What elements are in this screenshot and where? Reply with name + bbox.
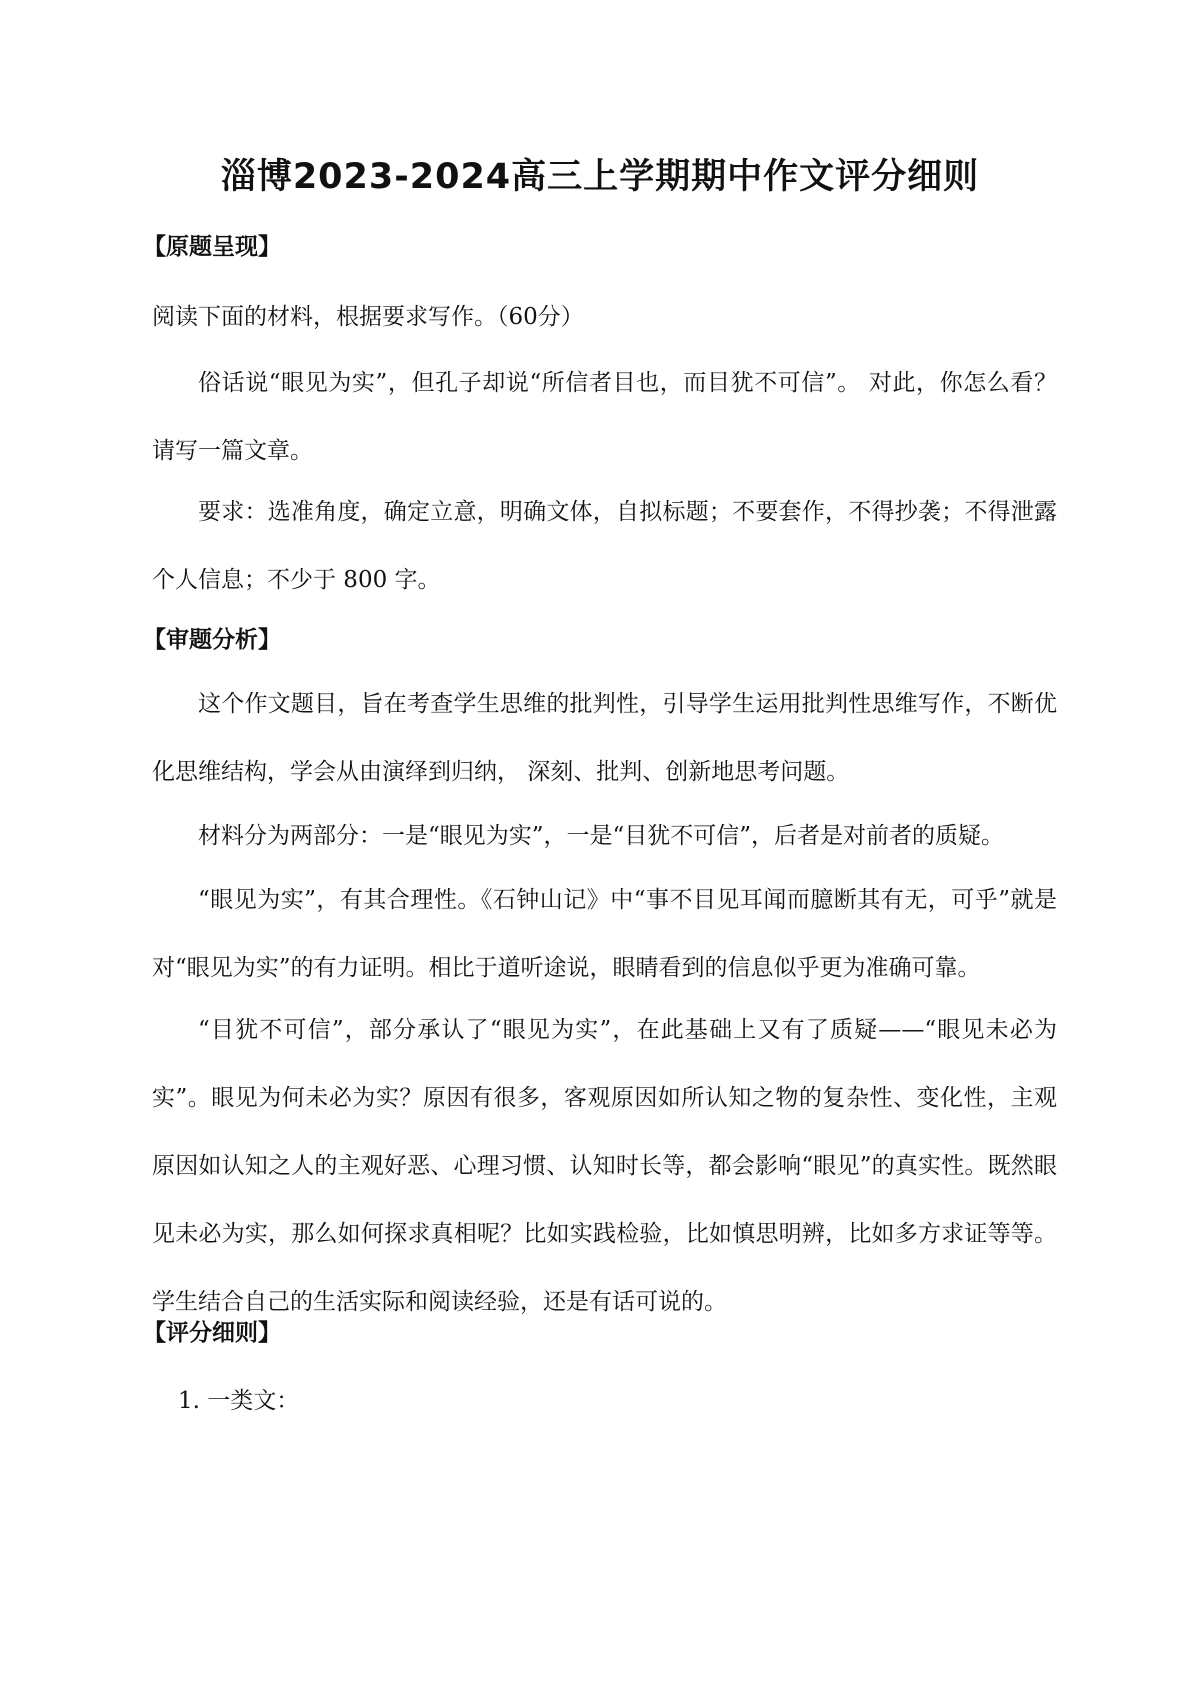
material-paragraph: 俗话说“眼见为实”，但孔子却说“所信者目也，而目犹不可信”。 对此，你怎么看？请写一篇文章。: [152, 370, 1057, 464]
section-heading-analysis: 【审题分析】: [143, 627, 281, 653]
instruction-text: 阅读下面的材料，根据要求写作。（60分）: [152, 304, 584, 330]
analysis-paragraph-1: 这个作文题目，旨在考查学生思维的批判性，引导学生运用批判性思维写作，不断优化思维结构，学会从由演绎到归纳， 深刻、批判、创新地思考问题。: [152, 691, 1057, 785]
scoring-item-1: 1. 一类文：: [178, 1388, 300, 1414]
document-title: 淄博2023-2024高三上学期期中作文评分细则: [220, 157, 980, 197]
analysis-paragraph-3: “眼见为实”，有其合理性。《石钟山记》中“事不目见耳闻而臆断其有无，可乎”就是对“眼见为实”的有力证明。相比于道听途说，眼睛看到的信息似乎更为准确可靠。: [152, 887, 1057, 981]
analysis-paragraph-2: 材料分为两部分：一是“眼见为实”，一是“目犹不可信”，后者是对前者的质疑。: [198, 823, 1005, 849]
section-heading-scoring: 【评分细则】: [143, 1320, 281, 1346]
requirements-paragraph: 要求：选准角度，确定立意，明确文体，自拟标题；不要套作，不得抄袭；不得泄露个人信息；不少于 800 字。: [152, 499, 1057, 593]
section-heading-original: 【原题呈现】: [143, 234, 281, 260]
analysis-paragraph-4: “目犹不可信”，部分承认了“眼见为实”，在此基础上又有了质疑——“眼见未必为实”。眼见为何未必为实？原因有很多，客观原因如所认知之物的复杂性、变化性，主观原因如认知之人的主观好恶、心理习惯、认知时长等，都会影响“眼见”的真实性。既然眼见未必为实，那么如何探求真相呢？比如实践检验，比如慎思明辨，比如多方求证等等。学生结合自己的生活实际和阅读经验，还是有话可说的。: [152, 1017, 1057, 1315]
